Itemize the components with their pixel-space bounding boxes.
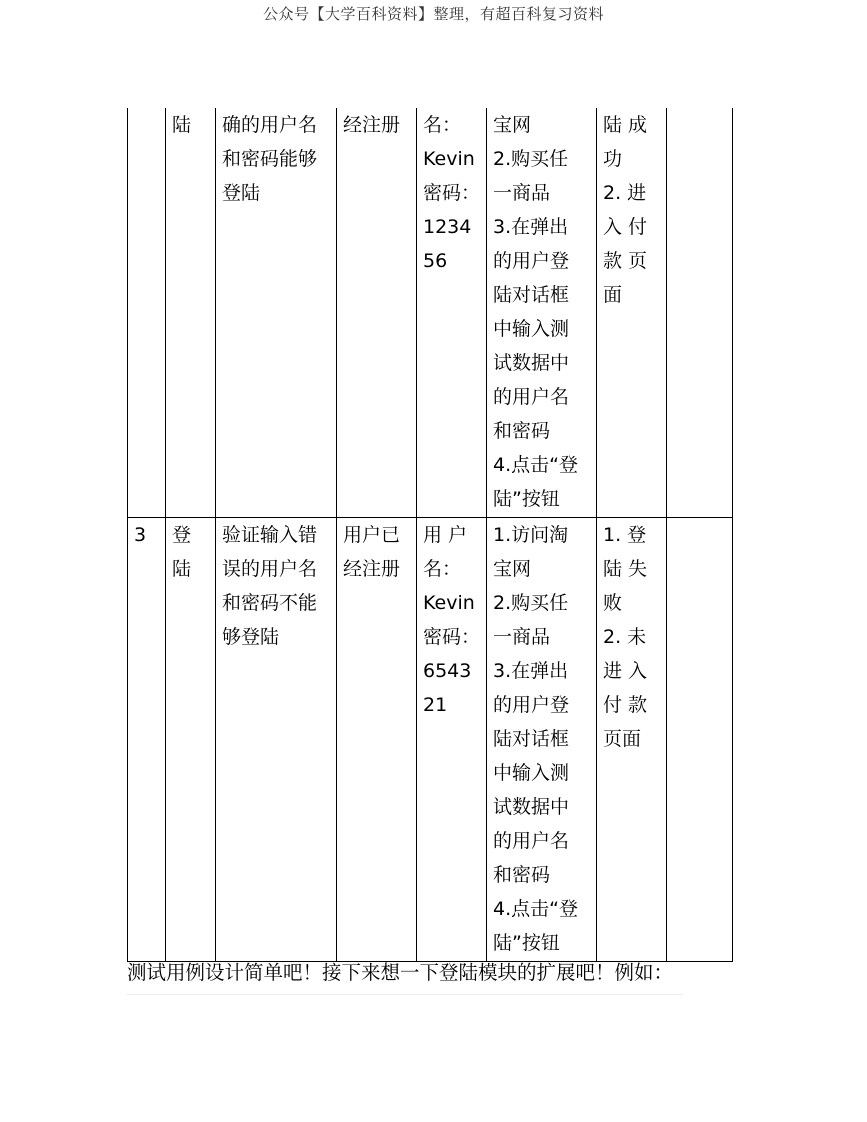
test-data-cell <box>417 518 487 962</box>
cell-line: 用 户 <box>423 524 468 546</box>
cell-line: 进 入 <box>603 660 648 682</box>
precondition-cell <box>337 108 417 518</box>
page-header: 公众号【大学百科资料】整理，有超百科复习资料 <box>262 5 604 23</box>
cell-line: 中输入测 <box>493 762 570 784</box>
expected-result-cell <box>597 518 667 962</box>
test-case-table <box>127 108 733 962</box>
cell-line: 确的用户名 <box>222 114 318 136</box>
cell-line: 经注册 <box>343 558 401 580</box>
cell-line: 宝网 <box>493 558 532 580</box>
cell-line: 21 <box>423 694 448 716</box>
cell-line: 败 <box>603 592 623 614</box>
cell-line: 陆”按钮 <box>493 488 560 510</box>
cell-line: 够登陆 <box>222 626 280 648</box>
cell-line: Kevin <box>423 148 475 170</box>
cell-line: 中输入测 <box>493 318 570 340</box>
cell-line: 1. 登 <box>603 524 647 546</box>
cell-line: 的用户名 <box>493 386 570 408</box>
cell-line: 陆对话框 <box>493 284 570 306</box>
cell-line: 56 <box>423 250 448 272</box>
cell-line: 的用户登 <box>493 694 570 716</box>
case-id-cell: 3 <box>128 518 166 962</box>
table-row <box>128 518 733 962</box>
cell-line: 和密码不能 <box>222 592 318 614</box>
cell-line: 2. 进 <box>603 182 647 204</box>
steps-cell <box>487 518 597 962</box>
module-cell <box>166 108 216 518</box>
actual-result-cell <box>667 518 733 962</box>
cell-line: 1.访问淘 <box>493 524 569 546</box>
cell-line: 陆对话框 <box>493 728 570 750</box>
cell-line: 付 款 <box>603 694 648 716</box>
description-cell <box>216 108 337 518</box>
cell-line: 3.在弹出 <box>493 216 569 238</box>
cell-line: 密码： <box>423 182 481 204</box>
cell-line: 和密码能够 <box>222 148 318 170</box>
cell-line: 和密码 <box>493 420 551 442</box>
precondition-cell <box>337 518 417 962</box>
cell-line: 和密码 <box>493 864 551 886</box>
expected-result-cell <box>597 108 667 518</box>
steps-cell <box>487 108 597 518</box>
test-data-cell <box>417 108 487 518</box>
cell-line: 陆 <box>172 114 192 136</box>
cell-line: 宝网 <box>493 114 532 136</box>
cell-line: 入 付 <box>603 216 648 238</box>
cell-line: 款 页 <box>603 250 648 272</box>
description-cell <box>216 518 337 962</box>
cell-line: 登陆 <box>222 182 261 204</box>
cell-line: 经注册 <box>343 114 401 136</box>
cell-line: 陆”按钮 <box>493 932 560 954</box>
actual-result-cell <box>667 108 733 518</box>
body-paragraph: 测试用例设计简单吧！接下来想一下登陆模块的扩展吧！例如： <box>127 958 683 995</box>
table-row <box>128 108 733 518</box>
cell-line: 1234 <box>423 216 472 238</box>
cell-line: 4.点击“登 <box>493 454 578 476</box>
cell-line: 的用户登 <box>493 250 570 272</box>
cell-line: 密码： <box>423 626 481 648</box>
cell-line: 一商品 <box>493 626 551 648</box>
cell-line: Kevin <box>423 592 475 614</box>
cell-line: 2.购买任 <box>493 592 569 614</box>
cell-line: 功 <box>603 148 623 170</box>
cell-line: 试数据中 <box>493 352 570 374</box>
cell-line: 页面 <box>603 728 642 750</box>
cell-line: 试数据中 <box>493 796 570 818</box>
cell-line: 6543 <box>423 660 472 682</box>
cell-line: 的用户名 <box>493 830 570 852</box>
cell-line: 名： <box>423 114 462 136</box>
module-cell <box>166 518 216 962</box>
cell-line: 2. 未 <box>603 626 647 648</box>
cell-line: 陆 失 <box>603 558 648 580</box>
cell-line: 用户已 <box>343 524 401 546</box>
cell-line: 面 <box>603 284 623 306</box>
cell-line: 陆 成 <box>603 114 648 136</box>
cell-line: 登 <box>172 524 192 546</box>
cell-line: 4.点击“登 <box>493 898 578 920</box>
case-id-cell <box>128 108 166 518</box>
cell-line: 3.在弹出 <box>493 660 569 682</box>
cell-line: 名： <box>423 558 462 580</box>
cell-line: 误的用户名 <box>222 558 318 580</box>
cell-line: 2.购买任 <box>493 148 569 170</box>
cell-line: 陆 <box>172 558 192 580</box>
cell-line: 验证输入错 <box>222 524 318 546</box>
cell-line: 一商品 <box>493 182 551 204</box>
